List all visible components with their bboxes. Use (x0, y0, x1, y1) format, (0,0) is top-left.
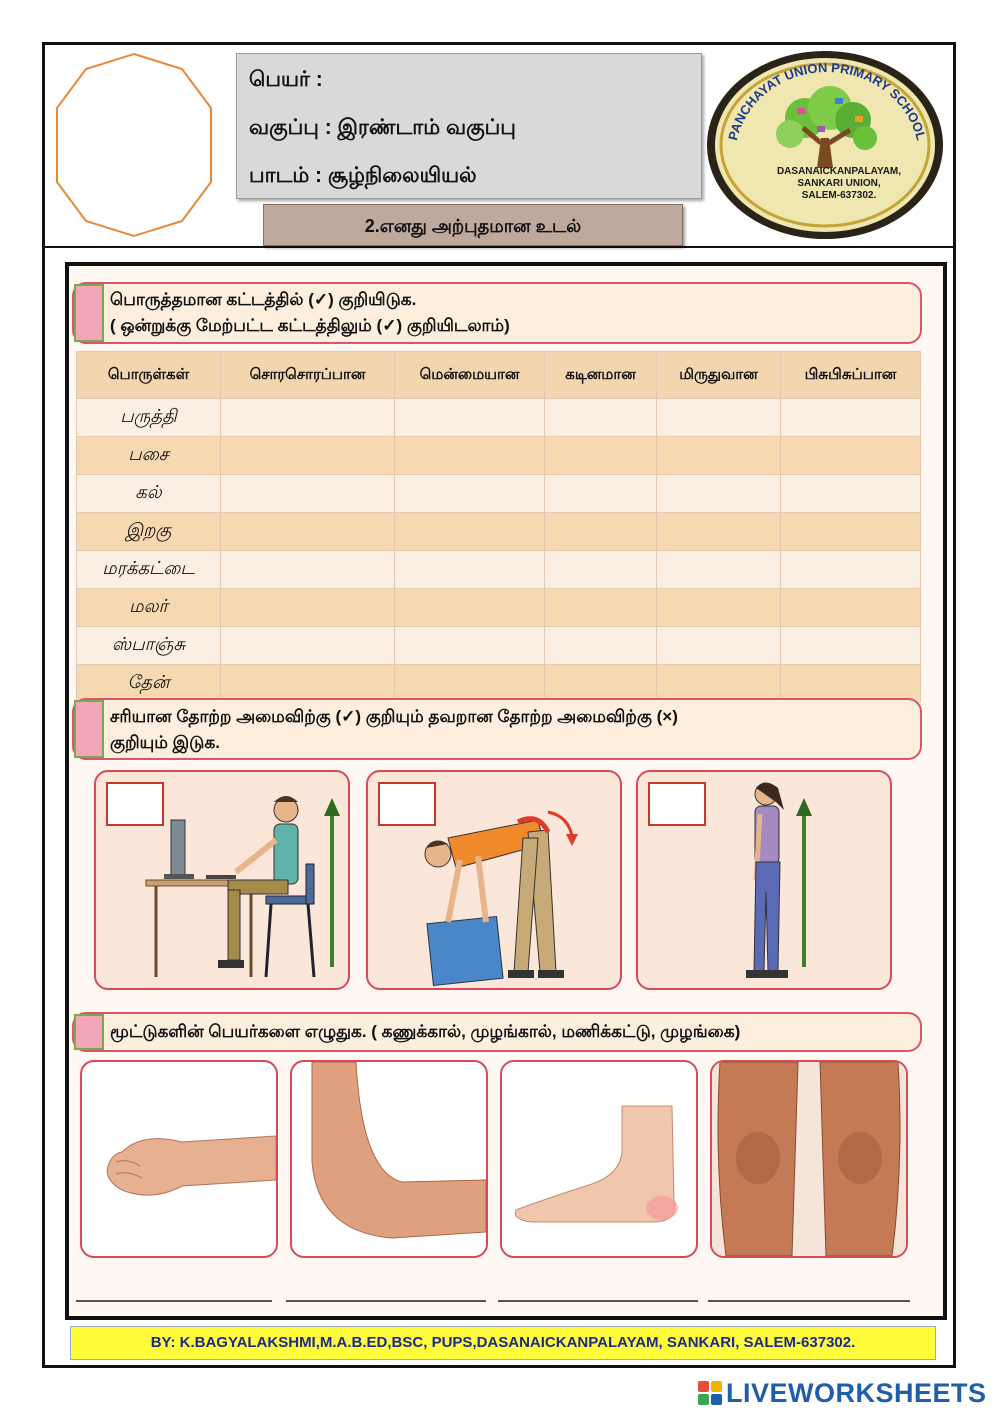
logo-line1: DASANAICKANPALAYAM, (776, 166, 902, 177)
answer-cell[interactable] (221, 475, 395, 513)
standing-figure-icon (638, 772, 890, 988)
table-row (77, 665, 921, 703)
lesson-title: 2.எனது அற்புதமான உடல் (263, 204, 683, 246)
answer-cell[interactable] (781, 475, 921, 513)
table-row (77, 589, 921, 627)
answer-cell[interactable] (395, 437, 545, 475)
liveworksheets-text: LIVEWORKSHEETS (726, 1377, 987, 1408)
logo-line2: SANKARI UNION, (797, 178, 881, 189)
answer-cell[interactable] (545, 665, 657, 703)
joint-card-knee (710, 1060, 908, 1258)
column-header: மிருதுவான (657, 352, 781, 399)
section2-instruction-1: சரியான தோற்ற அமைவிற்கு (✓) குறியும் தவறான தோற்ற அமைவிற்கு (×) (110, 707, 678, 726)
answer-cell[interactable] (545, 513, 657, 551)
table-row (77, 551, 921, 589)
answer-cell[interactable] (781, 551, 921, 589)
column-header: மென்மையான (395, 352, 545, 399)
posture-card-sitting (94, 770, 350, 990)
joint-card-elbow (290, 1060, 488, 1258)
table-row (77, 627, 921, 665)
table-row (77, 475, 921, 513)
answer-line-wrist[interactable] (76, 1300, 272, 1302)
student-info-box (236, 53, 702, 199)
table-row (77, 513, 921, 551)
answer-cell[interactable] (781, 513, 921, 551)
column-header: கடினமான (545, 352, 657, 399)
answer-cell[interactable] (657, 551, 781, 589)
answer-cell[interactable] (221, 513, 395, 551)
answer-cell[interactable] (657, 437, 781, 475)
item-label: மலர் (77, 589, 221, 627)
posture-card-bending (366, 770, 622, 990)
answer-cell[interactable] (545, 437, 657, 475)
logo-arc-text: PANCHAYAT UNION PRIMARY SCHOOL (725, 59, 929, 142)
answer-line-elbow[interactable] (286, 1300, 486, 1302)
sitting-figure-icon (96, 772, 348, 988)
elbow-icon (292, 1062, 486, 1256)
answer-cell[interactable] (545, 551, 657, 589)
photo-frame (48, 50, 220, 240)
school-logo (705, 48, 945, 242)
column-header: சொரசொரப்பான (221, 352, 395, 399)
name-label: பெயர் : (249, 68, 323, 91)
item-label: பசை (77, 437, 221, 475)
answer-cell[interactable] (221, 399, 395, 437)
properties-table (76, 351, 921, 703)
answer-cell[interactable] (395, 589, 545, 627)
answer-line-knee[interactable] (708, 1300, 910, 1302)
answer-cell[interactable] (781, 437, 921, 475)
section3-marker (74, 1014, 104, 1050)
section1-instruction-1: பொருத்தமான கட்டத்தில் (✓) குறியிடுக. (110, 290, 417, 309)
answer-cell[interactable] (781, 589, 921, 627)
answer-cell[interactable] (221, 589, 395, 627)
liveworksheets-logo (698, 1378, 987, 1408)
section2-instruction-2: குறியும் இடுக. (110, 733, 220, 752)
table-header-row (77, 352, 921, 399)
joint-card-wrist (80, 1060, 278, 1258)
section1-instruction-2: ( ஒன்றுக்கு மேற்பட்ட கட்டத்திலும் (✓) குறியிடலாம்) (110, 316, 510, 335)
item-label: இறகு (77, 513, 221, 551)
answer-cell[interactable] (395, 475, 545, 513)
answer-cell[interactable] (657, 589, 781, 627)
answer-cell[interactable] (221, 551, 395, 589)
answer-cell[interactable] (221, 627, 395, 665)
answer-cell[interactable] (545, 475, 657, 513)
ankle-icon (502, 1062, 696, 1256)
logo-line3: SALEM-637302. (801, 190, 877, 201)
answer-cell[interactable] (545, 627, 657, 665)
answer-cell[interactable] (545, 399, 657, 437)
answer-cell[interactable] (657, 627, 781, 665)
item-label: கல் (77, 475, 221, 513)
table-row (77, 437, 921, 475)
column-header: பொருள்கள் (77, 352, 221, 399)
answer-cell[interactable] (395, 513, 545, 551)
item-label: மரக்கட்டை (77, 551, 221, 589)
answer-cell[interactable] (395, 399, 545, 437)
answer-line-ankle[interactable] (498, 1300, 698, 1302)
answer-cell[interactable] (395, 627, 545, 665)
item-label: பருத்தி (77, 399, 221, 437)
subject-label: பாடம் : சூழ்நிலையியல் (249, 164, 477, 187)
answer-cell[interactable] (395, 551, 545, 589)
answer-cell[interactable] (395, 665, 545, 703)
liveworksheets-icon (698, 1381, 722, 1405)
wrist-icon (82, 1062, 276, 1256)
item-label: ஸ்பாஞ்சு (77, 627, 221, 665)
answer-cell[interactable] (781, 665, 921, 703)
answer-cell[interactable] (781, 399, 921, 437)
answer-cell[interactable] (657, 513, 781, 551)
section1-marker (74, 284, 104, 342)
posture-card-standing (636, 770, 892, 990)
answer-cell[interactable] (221, 665, 395, 703)
answer-cell[interactable] (781, 627, 921, 665)
class-label: வகுப்பு : இரண்டாம் வகுப்பு (249, 116, 516, 139)
section3-instruction: மூட்டுகளின் பெயர்களை எழுதுக. ( கணுக்கால், முழங்கால், மணிக்கட்டு, முழங்கை) (110, 1022, 741, 1041)
item-label: தேன் (77, 665, 221, 703)
answer-cell[interactable] (221, 437, 395, 475)
answer-cell[interactable] (657, 665, 781, 703)
author-credit: BY: K.BAGYALAKSHMI,M.A.B.ED,BSC, PUPS,DASANAICKANPALAYAM, SANKARI, SALEM-637302. (70, 1326, 936, 1360)
bending-figure-icon (368, 772, 620, 988)
table-row (77, 399, 921, 437)
answer-cell[interactable] (545, 589, 657, 627)
column-header: பிசுபிசுப்பான (781, 352, 921, 399)
answer-cell[interactable] (657, 399, 781, 437)
knee-icon (712, 1062, 906, 1256)
joint-card-ankle (500, 1060, 698, 1258)
answer-cell[interactable] (657, 475, 781, 513)
section2-marker (74, 700, 104, 758)
